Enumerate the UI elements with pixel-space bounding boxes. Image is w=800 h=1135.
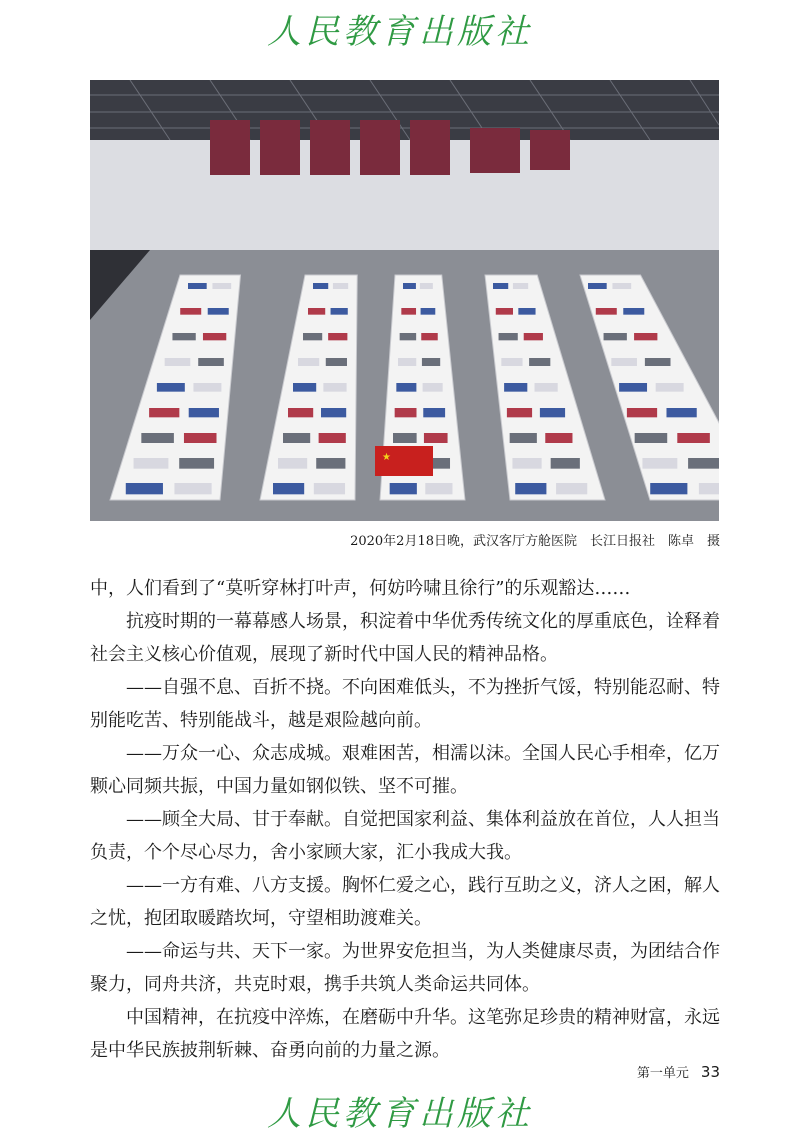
- bed: [328, 333, 347, 340]
- bed: [677, 433, 710, 443]
- bed: [642, 458, 677, 469]
- bed: [180, 308, 201, 315]
- bed: [623, 308, 644, 315]
- bed: [321, 408, 346, 417]
- bed: [635, 433, 668, 443]
- bed: [189, 408, 219, 417]
- paragraph: 中国精神，在抗疫中淬炼，在磨砺中升华。这笔弥足珍贵的精神财富，永远是中华民族披荆斩棘、奋勇向前的力量之源。: [90, 1007, 720, 1061]
- bed: [699, 483, 719, 494]
- bed: [499, 333, 518, 340]
- bed: [308, 308, 325, 315]
- bed: [512, 458, 541, 469]
- bed: [493, 283, 508, 289]
- bed: [634, 333, 657, 340]
- flag-star-icon: ★: [382, 452, 391, 463]
- hospital-photo-illustration: [90, 80, 719, 521]
- bed: [656, 383, 684, 392]
- bed: [421, 333, 437, 340]
- bed: [184, 433, 217, 443]
- bed: [524, 333, 543, 340]
- bed: [293, 383, 316, 392]
- bed: [688, 458, 719, 469]
- bed: [545, 433, 572, 443]
- bed: [423, 408, 445, 417]
- bed: [319, 433, 346, 443]
- bed: [612, 283, 631, 289]
- bed: [515, 483, 546, 494]
- bed: [283, 433, 310, 443]
- bed: [534, 383, 557, 392]
- bed: [165, 358, 191, 366]
- bed: [540, 408, 565, 417]
- bed: [650, 483, 687, 494]
- bed: [393, 433, 417, 443]
- paragraph: ——自强不息、百折不挠。不向困难低头，不为挫折气馁，特别能忍耐、特别能吃苦、特别能战斗，越是艰险越向前。: [90, 677, 720, 731]
- bed: [425, 483, 452, 494]
- bed: [507, 408, 532, 417]
- bed: [278, 458, 307, 469]
- bed: [314, 483, 345, 494]
- bed: [420, 283, 433, 289]
- bed: [288, 408, 313, 417]
- bed: [134, 458, 169, 469]
- bed: [313, 283, 328, 289]
- bed: [326, 358, 347, 366]
- bed: [303, 333, 322, 340]
- page-number: 33: [700, 1063, 720, 1081]
- bed: [179, 458, 214, 469]
- bed: [333, 283, 348, 289]
- bed: [174, 483, 211, 494]
- bed: [529, 358, 550, 366]
- paragraph: 中，人们看到了“莫听穿林打叶声，何妨吟啸且徐行”的乐观豁达……: [90, 578, 631, 599]
- wall-banners: [210, 120, 570, 175]
- bed: [172, 333, 195, 340]
- paragraph: ——顾全大局、甘于奉献。自觉把国家利益、集体利益放在首位，人人担当负责，个个尽心尽力，舍小家顾大家，汇小我成大我。: [90, 809, 720, 863]
- bed: [421, 308, 436, 315]
- bed: [395, 408, 417, 417]
- bed: [510, 433, 537, 443]
- bed: [504, 383, 527, 392]
- hospital-photo: [90, 80, 719, 521]
- page-footer: [637, 1062, 720, 1081]
- bed: [401, 308, 416, 315]
- bed: [645, 358, 671, 366]
- paragraph: ——万众一心、众志成城。艰难困苦，相濡以沫。全国人民心手相牵，亿万颗心同频共振，中国力量如钢似铁、坚不可摧。: [90, 743, 720, 797]
- bed: [423, 383, 443, 392]
- bed: [273, 483, 304, 494]
- bed: [518, 308, 535, 315]
- bed: [203, 333, 226, 340]
- photo-caption: 2020年2月18日晚，武汉客厅方舱医院 长江日报社 陈卓 摄: [350, 534, 720, 549]
- bed: [396, 383, 416, 392]
- bed: [149, 408, 179, 417]
- bed: [513, 283, 528, 289]
- bed: [316, 458, 345, 469]
- bed: [588, 283, 607, 289]
- bed: [400, 333, 416, 340]
- bed: [141, 433, 174, 443]
- bed: [611, 358, 637, 366]
- bed: [496, 308, 513, 315]
- bed: [198, 358, 224, 366]
- paragraph: 抗疫时期的一幕幕感人场景，积淀着中华优秀传统文化的厚重底色，诠释着社会主义核心价值观，展现了新时代中国人民的精神品格。: [90, 611, 720, 665]
- bed: [193, 383, 221, 392]
- bed: [619, 383, 647, 392]
- bed: [157, 383, 185, 392]
- bed: [604, 333, 627, 340]
- bed: [424, 433, 448, 443]
- bed: [551, 458, 580, 469]
- bed: [666, 408, 696, 417]
- bed: [298, 358, 319, 366]
- back-wall: [90, 140, 719, 250]
- bed: [188, 283, 207, 289]
- bed: [126, 483, 163, 494]
- bed: [331, 308, 348, 315]
- bed: [556, 483, 587, 494]
- paragraph: ——命运与共、天下一家。为世界安危担当，为人类健康尽责，为团结合作聚力，同舟共济，共克时艰，携手共筑人类命运共同体。: [90, 941, 720, 995]
- bed: [596, 308, 617, 315]
- bed: [212, 283, 231, 289]
- bed: [422, 358, 440, 366]
- publisher-watermark-bottom: 人民教育出版社: [267, 1094, 533, 1134]
- paragraph: ——一方有难、八方支援。胸怀仁爱之心，践行互助之义，济人之困，解人之忧，抱团取暖踏坎坷，守望相助渡难关。: [90, 875, 720, 929]
- unit-label: 第一单元: [636, 1066, 689, 1081]
- bed: [208, 308, 229, 315]
- bed: [323, 383, 346, 392]
- bed: [403, 283, 416, 289]
- publisher-watermark-top: 人民教育出版社: [267, 12, 533, 52]
- article-body: [90, 572, 720, 1067]
- bed: [390, 483, 417, 494]
- bed: [501, 358, 522, 366]
- bed: [398, 358, 416, 366]
- bed: [627, 408, 657, 417]
